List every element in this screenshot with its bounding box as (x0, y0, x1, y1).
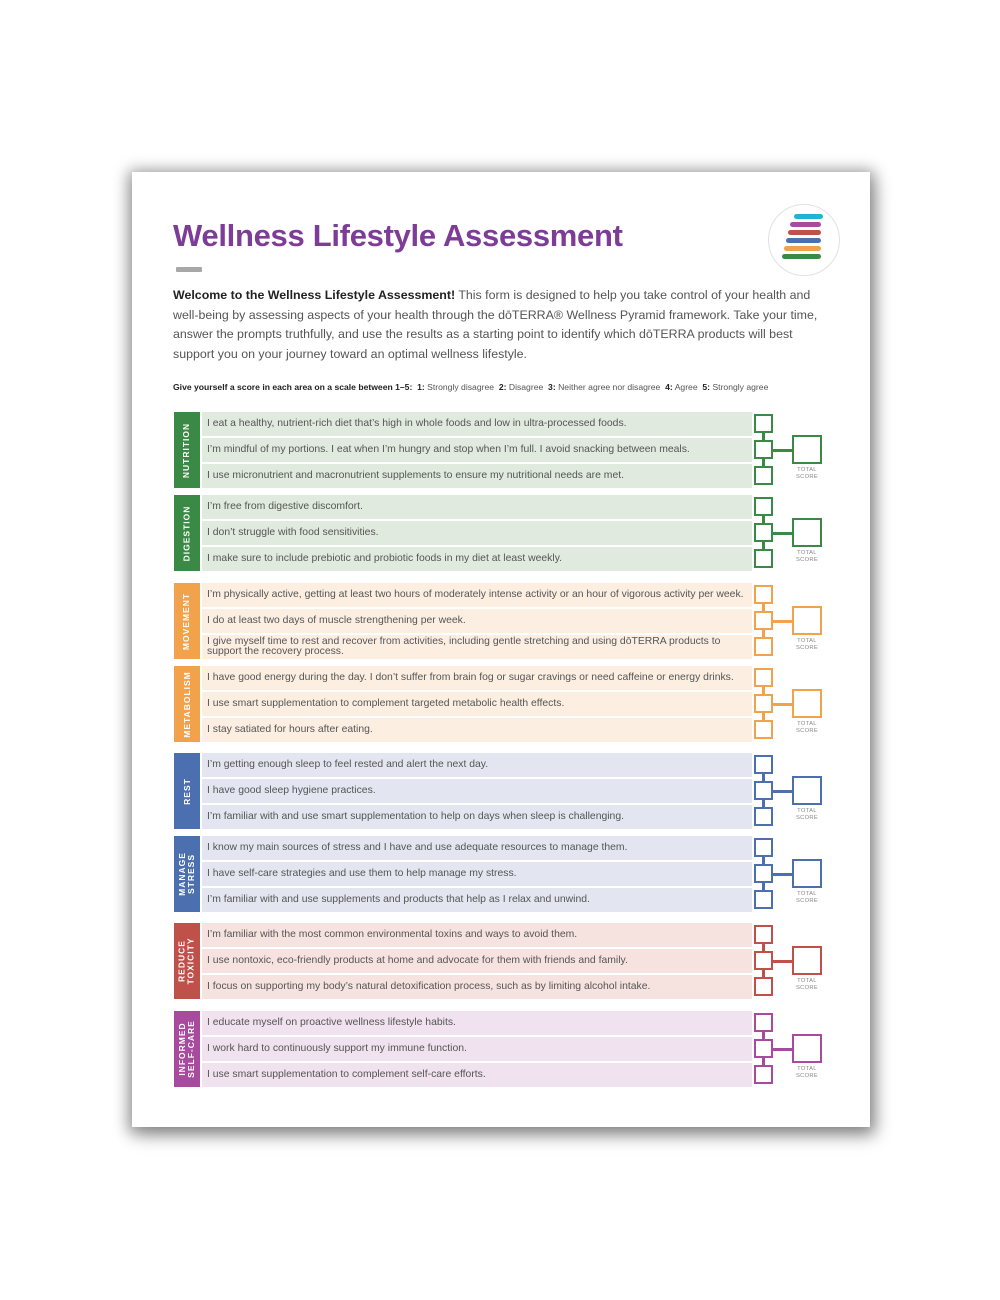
total-label-line: TOTAL (797, 721, 817, 727)
total-label-line: TOTAL (797, 550, 817, 556)
section-informed-self-care (174, 1011, 824, 1087)
connector-line (762, 1058, 765, 1065)
total-score-label (787, 467, 827, 481)
score-input-box[interactable] (754, 668, 773, 687)
section-label-text: NUTRITION (181, 422, 192, 478)
title-underline (176, 267, 202, 272)
section-label (174, 583, 200, 659)
total-label-line: SCORE (795, 815, 819, 821)
wellness-pyramid-icon (768, 204, 840, 276)
score-input-box[interactable] (754, 755, 773, 774)
connector-line (773, 1048, 792, 1051)
section-label (174, 1011, 200, 1087)
score-input-box[interactable] (754, 414, 773, 433)
score-input-box[interactable] (754, 549, 773, 568)
connector-line (773, 790, 792, 793)
connector-line (762, 883, 765, 890)
statement-row: I’m familiar with and use supplements and products that help as I relax and unwind. (202, 888, 752, 912)
total-score-box[interactable] (792, 518, 822, 547)
section-label (174, 836, 200, 912)
score-input-box[interactable] (754, 585, 773, 604)
score-input-box[interactable] (754, 694, 773, 713)
section-rest (174, 753, 824, 829)
score-input-box[interactable] (754, 497, 773, 516)
total-score-label (787, 891, 827, 905)
statement-row: I use smart supplementation to complement self-care efforts. (202, 1063, 752, 1087)
section-label-text: REST (181, 777, 192, 805)
statement-row: I have good energy during the day. I don’t suffer from brain fog or sugar cravings or need caffeine or energy drinks. (202, 666, 752, 690)
score-input-box[interactable] (754, 864, 773, 883)
scale-heading: Give yourself a score in each area on a scale between 1–5: (173, 382, 413, 392)
pyramid-bar (794, 214, 823, 219)
total-label-line: TOTAL (797, 808, 817, 814)
statement-row: I know my main sources of stress and I have and use adequate resources to manage them. (202, 836, 752, 860)
score-input-box[interactable] (754, 720, 773, 739)
section-label (174, 495, 200, 571)
total-label-line: SCORE (795, 898, 819, 904)
score-input-box[interactable] (754, 925, 773, 944)
intro-bold: Welcome to the Wellness Lifestyle Assessment! (173, 288, 456, 302)
total-score-box[interactable] (792, 435, 822, 464)
total-score-label (787, 1066, 827, 1080)
intro-text: This form is designed to help you take control of your health and well-being by assessing aspects of your health through the dōTERRA® Wellness Pyramid framework. Take your time, answer the prompts truthfully, and use the results as a starting point to identify which dōTERRA products will best support you on your journey toward an optimal wellness lifestyle. (173, 288, 818, 361)
score-input-box[interactable] (754, 1039, 773, 1058)
statement-row: I’m physically active, getting at least two hours of moderately intense activity or an hour of vigorous activity per week. (202, 583, 752, 607)
score-input-box[interactable] (754, 466, 773, 485)
total-score-label (787, 978, 827, 992)
connector-line (762, 944, 765, 951)
score-input-box[interactable] (754, 807, 773, 826)
score-input-box[interactable] (754, 1065, 773, 1084)
total-score-box[interactable] (792, 1034, 822, 1063)
connector-line (762, 459, 765, 466)
statement-row: I’m familiar with the most common environmental toxins and ways to avoid them. (202, 923, 752, 947)
statement-row: I use smart supplementation to complement targeted metabolic health effects. (202, 692, 752, 716)
connector-line (773, 449, 792, 452)
total-label-line: TOTAL (797, 1066, 817, 1072)
statement-row: I make sure to include prebiotic and probiotic foods in my diet at least weekly. (202, 547, 752, 571)
statement-row: I’m familiar with and use smart supplementation to help on days when sleep is challenging. (202, 805, 752, 829)
section-metabolism (174, 666, 824, 742)
connector-line (762, 857, 765, 864)
total-label-line: SCORE (795, 474, 819, 480)
section-label (174, 666, 200, 742)
total-label-line: SCORE (795, 557, 819, 563)
total-label-line: TOTAL (797, 467, 817, 473)
section-manage-stress (174, 836, 824, 912)
intro-paragraph (173, 286, 823, 364)
section-label-text: MOVEMENT (181, 592, 192, 650)
connector-line (773, 703, 792, 706)
pyramid-bar (790, 222, 821, 227)
section-label-text: DIGESTION (181, 505, 192, 561)
total-label-line: SCORE (795, 1073, 819, 1079)
total-score-label (787, 808, 827, 822)
pyramid-bar (786, 238, 821, 243)
assessment-page (132, 172, 870, 1127)
scale-instructions (173, 382, 853, 392)
scale-item: 1: Strongly disagree (417, 382, 495, 392)
section-label-text: REDUCE TOXICITY (177, 937, 197, 985)
total-score-box[interactable] (792, 946, 822, 975)
connector-line (773, 532, 792, 535)
section-nutrition (174, 412, 824, 488)
statement-row: I work hard to continuously support my immune function. (202, 1037, 752, 1061)
total-score-label (787, 638, 827, 652)
total-label-line: SCORE (795, 985, 819, 991)
statement-row: I give myself time to rest and recover from activities, including gentle stretching and using dōTERRA products to support the recovery process. (202, 635, 752, 659)
total-score-label (787, 721, 827, 735)
total-score-box[interactable] (792, 689, 822, 718)
statement-row: I’m free from digestive discomfort. (202, 495, 752, 519)
total-label-line: TOTAL (797, 891, 817, 897)
score-input-box[interactable] (754, 611, 773, 630)
connector-line (762, 630, 765, 637)
section-label-text: MANAGE STRESS (177, 852, 196, 896)
pyramid-bar (782, 254, 821, 259)
connector-line (762, 604, 765, 611)
statement-row: I’m mindful of my portions. I eat when I’m hungry and stop when I’m full. I avoid snacking between meals. (202, 438, 752, 462)
section-label (174, 412, 200, 488)
connector-line (773, 873, 792, 876)
connector-line (762, 774, 765, 781)
statement-row: I use micronutrient and macronutrient supplements to ensure my nutritional needs are met. (202, 464, 752, 488)
total-label-line: SCORE (795, 645, 819, 651)
connector-line (773, 620, 792, 623)
score-input-box[interactable] (754, 523, 773, 542)
connector-line (762, 970, 765, 977)
score-input-box[interactable] (754, 951, 773, 970)
total-score-box[interactable] (792, 606, 822, 635)
section-label (174, 753, 200, 829)
statement-row: I stay satiated for hours after eating. (202, 718, 752, 742)
section-movement (174, 583, 824, 659)
connector-line (773, 960, 792, 963)
score-input-box[interactable] (754, 1013, 773, 1032)
statement-row: I use nontoxic, eco-friendly products at home and advocate for them with friends and family. (202, 949, 752, 973)
statement-row: I don’t struggle with food sensitivities. (202, 521, 752, 545)
scale-item: 3: Neither agree nor disagree (548, 382, 661, 392)
score-input-box[interactable] (754, 637, 773, 656)
total-score-box[interactable] (792, 859, 822, 888)
statement-row: I eat a healthy, nutrient-rich diet that’s high in whole foods and low in ultra-processed foods. (202, 412, 752, 436)
scale-item: 5: Strongly agree (702, 382, 769, 392)
scale-item: 4: Agree (665, 382, 698, 392)
statement-row: I’m getting enough sleep to feel rested and alert the next day. (202, 753, 752, 777)
connector-line (762, 433, 765, 440)
statement-row: I have self-care strategies and use them to help manage my stress. (202, 862, 752, 886)
statement-row: I educate myself on proactive wellness lifestyle habits. (202, 1011, 752, 1035)
connector-line (762, 516, 765, 523)
pyramid-bar (788, 230, 821, 235)
total-label-line: SCORE (795, 728, 819, 734)
score-input-box[interactable] (754, 781, 773, 800)
statement-row: I focus on supporting my body’s natural detoxification process, such as by limiting alcohol intake. (202, 975, 752, 999)
total-score-box[interactable] (792, 776, 822, 805)
total-label-line: TOTAL (797, 978, 817, 984)
statement-row: I do at least two days of muscle strengthening per week. (202, 609, 752, 633)
connector-line (762, 1032, 765, 1039)
page-title: Wellness Lifestyle Assessment (173, 218, 623, 253)
score-input-box[interactable] (754, 890, 773, 909)
connector-line (762, 542, 765, 549)
scale-item: 2: Disagree (498, 382, 544, 392)
total-label-line: TOTAL (797, 638, 817, 644)
total-score-label (787, 550, 827, 564)
connector-line (762, 713, 765, 720)
connector-line (762, 800, 765, 807)
score-input-box[interactable] (754, 977, 773, 996)
section-label (174, 923, 200, 999)
score-input-box[interactable] (754, 838, 773, 857)
statement-row: I have good sleep hygiene practices. (202, 779, 752, 803)
connector-line (762, 687, 765, 694)
score-input-box[interactable] (754, 440, 773, 459)
section-reduce-toxicity (174, 923, 824, 999)
section-label-text: INFORMED SELF-CARE (177, 1020, 197, 1078)
section-label-text: METABOLISM (181, 670, 192, 738)
section-digestion (174, 495, 824, 571)
pyramid-bar (784, 246, 821, 251)
